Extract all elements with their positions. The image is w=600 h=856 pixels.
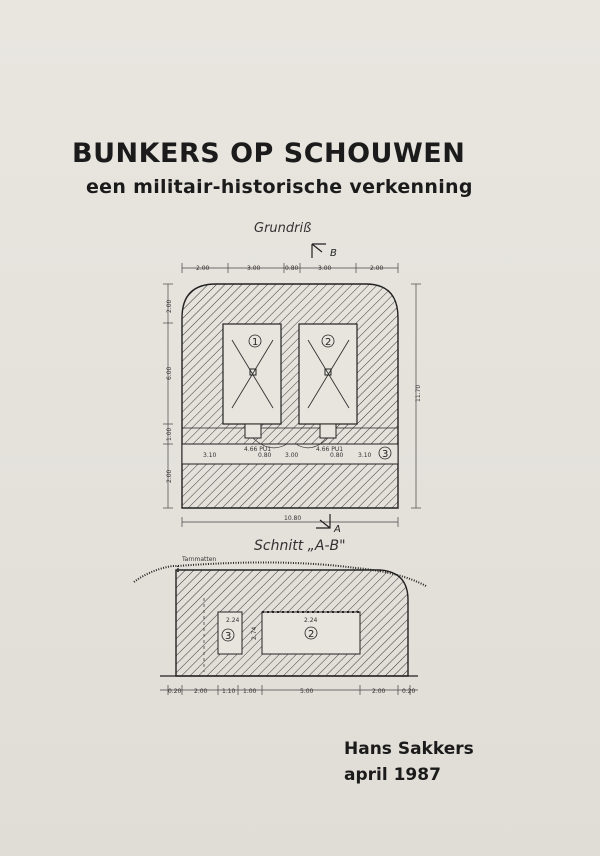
dim-left-4: 2.00 (166, 469, 173, 483)
section-drawing (134, 562, 426, 695)
section-dim-6: 2.00 (372, 688, 386, 695)
dim-left-2: 6.00 (166, 366, 173, 380)
section-dim-1: 0.20 (168, 688, 182, 695)
section-room-3-number: 3 (225, 631, 232, 642)
dim-mid-5: 3.10 (358, 452, 372, 459)
roof-label: Tarnmatten (182, 556, 217, 563)
plan-room-2-number: 2 (325, 337, 332, 348)
section-dim-inner-3: 2.74 (251, 626, 258, 640)
floor-plan (163, 244, 422, 535)
section-caption: Schnitt „A-B" (254, 538, 346, 554)
cover-subtitle: een militair-historische verkenning (86, 176, 473, 198)
section-dim-inner-2: 2.24 (304, 617, 318, 624)
dim-top-4: 3.00 (318, 265, 332, 272)
plan-outer-wall (182, 284, 398, 508)
dim-top-2: 3.00 (247, 265, 261, 272)
vent-label-1: 4.66 PU1 (244, 446, 272, 453)
dim-mid-4: 0.80 (330, 452, 344, 459)
cover-title: BUNKERS OP SCHOUWEN (72, 138, 466, 169)
dim-bottom: 10.80 (284, 515, 302, 522)
section-dim-7: 0.20 (402, 688, 416, 695)
section-dim-4: 1.00 (243, 688, 257, 695)
section-arrow-bottom (316, 514, 330, 528)
dim-mid-1: 3.10 (203, 452, 217, 459)
dim-right: 11.70 (415, 384, 422, 402)
author-name: Hans Sakkers (344, 739, 474, 759)
dim-top-5: 2.00 (370, 265, 384, 272)
dim-top-1: 2.00 (196, 265, 210, 272)
dim-mid-3: 3.00 (285, 452, 299, 459)
section-dim-3: 1.10 (222, 688, 236, 695)
vent-label-2: 4.66 PU1 (316, 446, 344, 453)
dim-left-3: 1.00 (166, 427, 173, 441)
plan-room-3-number: 3 (382, 449, 389, 460)
section-mark-top: B (330, 248, 337, 259)
section-room-2-number: 2 (308, 629, 315, 640)
dim-top-3: 0.80 (285, 265, 299, 272)
dim-mid-2: 0.80 (258, 452, 272, 459)
publication-date: april 1987 (344, 765, 441, 785)
plan-room-1-number: 1 (252, 337, 259, 348)
section-dim-2: 2.00 (194, 688, 208, 695)
author-block (344, 736, 474, 788)
section-arrow-top (312, 244, 326, 258)
section-dim-inner-1: 2.24 (226, 617, 240, 624)
dim-left-1: 2.00 (166, 299, 173, 313)
section-mark-bottom: A (334, 524, 341, 535)
section-dim-5: 5.00 (300, 688, 314, 695)
floor-plan-caption: Grundriß (254, 221, 312, 236)
